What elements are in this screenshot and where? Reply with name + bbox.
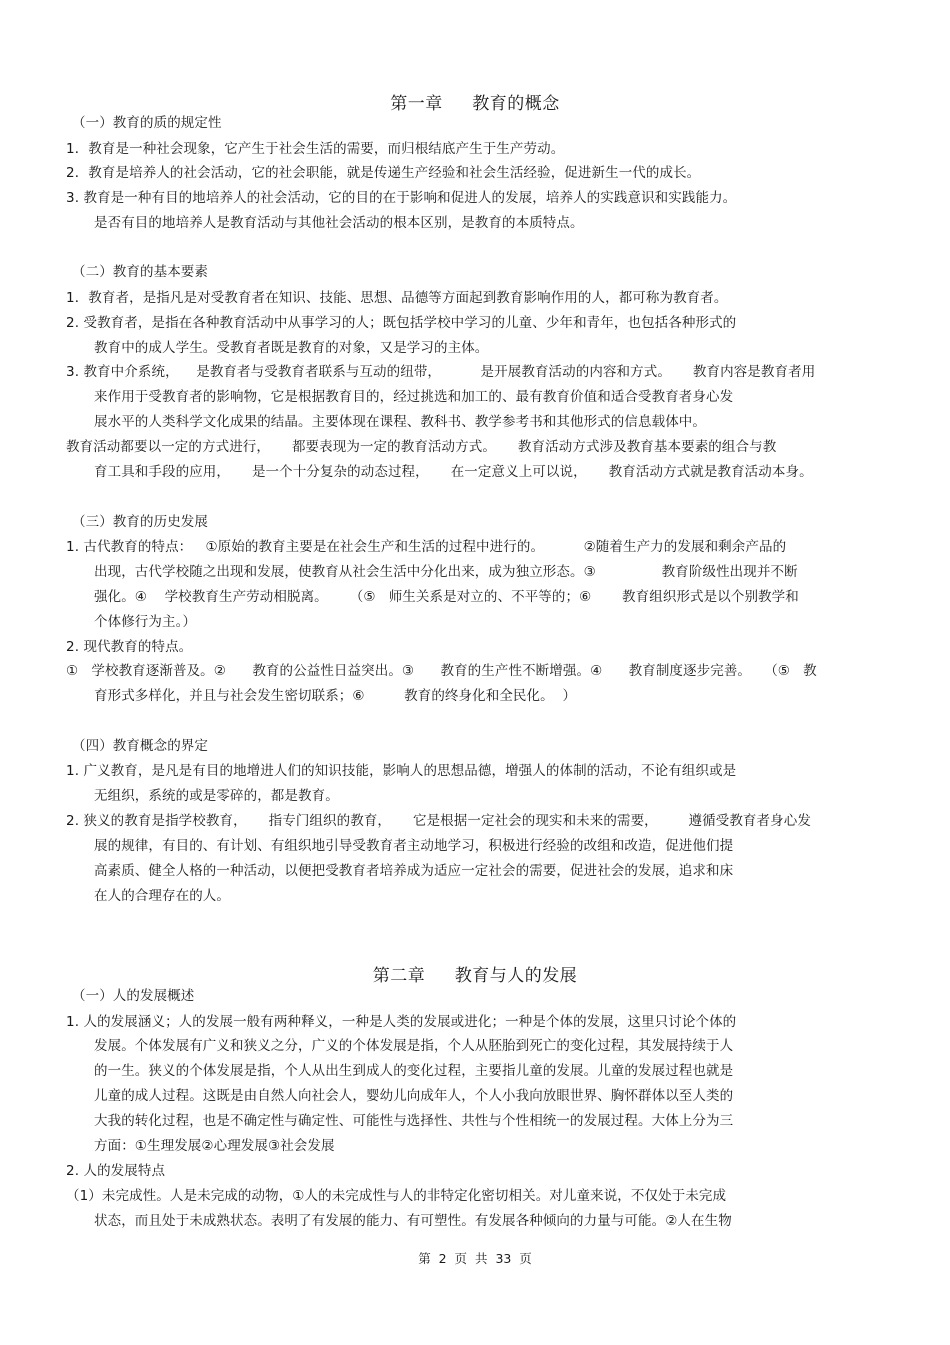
- paragraph-line: 无组织，系统的或是零碎的，都是教育。: [94, 788, 339, 804]
- paragraph-line: 发展。个体发展有广义和狭义之分，广义的个体发展是指，个人从胚胎到死亡的变化过程，其发展持续于人: [94, 1038, 734, 1054]
- paragraph-line: 教育中的成人学生。受教育者既是教育的对象，又是学习的主体。: [94, 340, 489, 356]
- paragraph-line: 2．教育是培养人的社会活动，它的社会职能，就是传递生产经验和社会生活经验，促进新生一代的成长。: [66, 165, 701, 181]
- paragraph-line: 出现，古代学校随之出现和发展，使教育从社会生活中分化出来，成为独立形态。③ 教育阶级性出现并不断: [94, 564, 798, 580]
- paragraph-line: 3. 教育中介系统， 是教育者与受教育者联系与互动的纽带， 是开展教育活动的内容和方式。 教育内容是教育者用: [66, 364, 816, 380]
- paragraph-line: 教育活动都要以一定的方式进行， 都要表现为一定的教育活动方式。 教育活动方式涉及教育基本要素的组合与教: [66, 439, 777, 455]
- paragraph-line: 育工具和手段的应用， 是一个十分复杂的动态过程， 在一定意义上可以说， 教育活动方式就是教育活动本身。: [94, 464, 813, 480]
- paragraph-line: 强化。④ 学校教育生产劳动相脱离。 （⑤ 师生关系是对立的、不平等的；⑥ 教育组织形式是以个别教学和: [94, 589, 799, 605]
- section-heading: （二）教育的基本要素: [72, 264, 208, 280]
- paragraph-line: 1. 人的发展涵义；人的发展一般有两种释义，一种是人类的发展或进化；一种是个体的发展，这里只讨论个体的: [66, 1014, 737, 1030]
- paragraph-line: ① 学校教育逐渐普及。② 教育的公益性日益突出。③ 教育的生产性不断增强。④ 教育制度逐步完善。 （⑤ 教: [66, 663, 817, 679]
- paragraph-line: 来作用于受教育者的影响物，它是根据教育目的，经过挑选和加工的、最有教育价值和适合受教育者身心发: [94, 389, 734, 405]
- section-heading: （一）人的发展概述: [72, 988, 195, 1004]
- paragraph-line: 1. 广义教育，是凡是有目的地增进人们的知识技能，影响人的思想品德，增强人的体制的活动，不论有组织或是: [66, 763, 737, 779]
- section-heading: （三）教育的历史发展: [72, 514, 208, 530]
- paragraph-line: 的一生。狭义的个体发展是指，个人从出生到成人的变化过程，主要指儿童的发展。儿童的发展过程也就是: [94, 1063, 734, 1079]
- page-footer: 第 2 页 共 33 页: [418, 1251, 532, 1266]
- paragraph-line: （1）未完成性。人是未完成的动物，①人的未完成性与人的非特定化密切相关。对儿童来说，不仅处于未完成: [66, 1188, 727, 1204]
- paragraph-line: 方面：①生理发展②心理发展③社会发展: [94, 1138, 335, 1154]
- paragraph-line: 2. 狭义的教育是指学校教育， 指专门组织的教育， 它是根据一定社会的现实和未来的需要， 遵循受教育者身心发: [66, 813, 811, 829]
- paragraph-line: 展水平的人类科学文化成果的结晶。主要体现在课程、教科书、教学参考书和其他形式的信息载体中。: [94, 414, 706, 430]
- paragraph-line: 育形式多样化，并且与社会发生密切联系；⑥ 教育的终身化和全民化。 ）: [94, 688, 577, 704]
- paragraph-line: 1. 古代教育的特点： ①原始的教育主要是在社会生产和生活的过程中进行的。 ②随着生产力的发展和剩余产品的: [66, 539, 787, 555]
- paragraph-line: 1．教育是一种社会现象，它产生于社会生活的需要，而归根结底产生于生产劳动。: [66, 141, 565, 157]
- paragraph-line: 2. 现代教育的特点。: [66, 639, 193, 655]
- paragraph-line: 儿童的成人过程。这既是由自然人向社会人，婴幼儿向成年人，个人小我向放眼世界、胸怀群体以至人类的: [94, 1088, 734, 1104]
- paragraph-line: 3. 教育是一种有目的地培养人的社会活动，它的目的在于影响和促进人的发展，培养人的实践意识和实践能力。: [66, 190, 737, 206]
- paragraph-line: 1．教育者，是指凡是对受教育者在知识、技能、思想、品德等方面起到教育影响作用的人，都可称为教育者。: [66, 290, 728, 306]
- paragraph-line: 在人的合理存在的人。: [94, 888, 230, 904]
- paragraph-line: 高素质、健全人格的一种活动，以便把受教育者培养成为适应一定社会的需要，促进社会的发展，追求和床: [94, 863, 734, 879]
- chapter-1-title: 第一章 教育的概念: [390, 94, 560, 114]
- section-heading: （一）教育的质的规定性: [72, 115, 222, 131]
- paragraph-line: 展的规律，有目的、有计划、有组织地引导受教育者主动地学习，积极进行经验的改组和改造，促进他们提: [94, 838, 734, 854]
- paragraph-line: 个体修行为主。）: [94, 614, 197, 630]
- paragraph-line: 是否有目的地培养人是教育活动与其他社会活动的根本区别，是教育的本质特点。: [94, 215, 584, 231]
- paragraph-line: 2. 受教育者，是指在各种教育活动中从事学习的人；既包括学校中学习的儿童、少年和青年，也包括各种形式的: [66, 315, 737, 331]
- paragraph-line: 大我的转化过程，也是不确定性与确定性、可能性与选择性、共性与个性相统一的发展过程。大体上分为三: [94, 1113, 734, 1129]
- chapter-2-title: 第二章 教育与人的发展: [372, 966, 578, 986]
- paragraph-line: 状态，而且处于未成熟状态。表明了有发展的能力、有可塑性。有发展各种倾向的力量与可能。②人在生物: [94, 1213, 732, 1229]
- section-heading: （四）教育概念的界定: [72, 738, 208, 754]
- paragraph-line: 2. 人的发展特点: [66, 1163, 166, 1179]
